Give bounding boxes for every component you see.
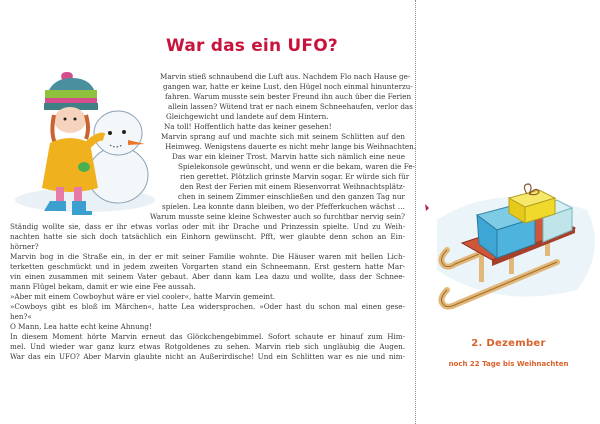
advent-date: 2. Dezember <box>471 338 546 349</box>
body-line: »Aber mit einem Cowboyhut wäre er viel cooler«, hatte Marvin gemeint. <box>10 292 276 301</box>
days-until-christmas: noch 22 Tage bis Weihnachten <box>448 360 569 368</box>
body-line: Ständig wollte sie, dass er ihr etwas vorlas oder mit ihr Drache und Prinzessin spielte. Und zu Weih- <box>10 222 405 231</box>
body-line: Spielekonsole gewünscht, und wenn er die bekam, waren die Fe- <box>178 162 415 171</box>
body-line: Gleichgewicht und landete auf dem Hintern. <box>166 112 329 121</box>
body-line: spielen. Lea konnte dann bleiben, wo der Pfefferkuchen wächst … <box>162 202 405 211</box>
body-line: In diesem Moment hörte Marvin erneut das Glöckchengebimmel. Sofort schaute er hinauf zum Him- <box>10 332 405 341</box>
girl-snowman-illustration <box>10 65 160 215</box>
body-line: Heimweg. Wenigstens dauerte es nicht mehr lange bis Weihnachten. <box>165 142 417 151</box>
body-line: Marvin sprang auf und machte sich mit seinem Schlitten auf den <box>161 132 405 141</box>
body-line: chen in seinem Zimmer einschließen und den ganzen Tag nur <box>178 192 405 201</box>
body-line: mel. Und wieder war ganz kurz etwas Rotgoldenes zu sehen. Marvin rieb sich ungläubig die Augen. <box>10 342 405 351</box>
body-line: O Mann, Lea hatte echt keine Ahnung! <box>10 322 152 331</box>
body-line: vin einen zusammen mit seinem Vater gebaut. Aber dann kam Lea dazu und wollte, dass der Schnee- <box>10 272 405 281</box>
body-line: allein lassen? Wütend trat er nach einem Schneehaufen, verlor das <box>168 102 413 111</box>
body-line: den Rest der Ferien mit einem Riesenvorrat Weihnachtsplätz- <box>180 182 406 191</box>
sled-gifts-illustration <box>417 180 600 310</box>
body-line: fahren. Warum musste sein bester Freund ihn auch über die Ferien <box>165 92 412 101</box>
right-page <box>417 0 600 424</box>
body-line: nachten hatte sie sich doch tatsächlich ein Einhorn gewünscht. Pfft, wer glaubte denn schon an Ein- <box>10 232 405 241</box>
body-line: War das ein UFO? Aber Marvin glaubte nicht an Außerirdische! Und ein Schlitten war es nie und nim- <box>10 352 405 361</box>
page-divider <box>415 0 416 424</box>
body-line: Warum musste seine kleine Schwester auch so furchtbar nervig sein? <box>150 212 405 221</box>
body-line: Marvin stieß schnaubend die Luft aus. Nachdem Flo nach Hause ge- <box>160 72 411 81</box>
body-line: rien gerettet. Plötzlich grinste Marvin sogar. Er würde sich für <box>180 172 410 181</box>
chapter-title: War das ein UFO? <box>166 36 338 56</box>
body-line: gangen war, hatte er keine Lust, den Hügel noch einmal hinunterzu- <box>163 82 413 91</box>
body-line: mann Flügel bekam, damit er wie eine Fee aussah. <box>10 282 196 291</box>
body-line: Marvin bog in die Straße ein, in der er mit seiner Familie wohnte. Die Häuser waren mit hellen Lich- <box>10 252 405 261</box>
body-line: hen?« <box>10 312 32 321</box>
body-line: Na toll! Hoffentlich hatte das keiner gesehen! <box>164 122 332 131</box>
body-line: hörner? <box>10 242 39 251</box>
body-line: Das war ein kleiner Trost. Marvin hatte sich nämlich eine neue <box>172 152 405 161</box>
body-line: terketten geschmückt und in jedem zweiten Vorgarten stand ein Schneemann. Erst gestern hatte Mar- <box>10 262 405 271</box>
body-line: »Cowboys gibt es bloß im Märchen«, hatte Lea widersprochen. »Oder hast du schon mal einen gese- <box>10 302 405 311</box>
